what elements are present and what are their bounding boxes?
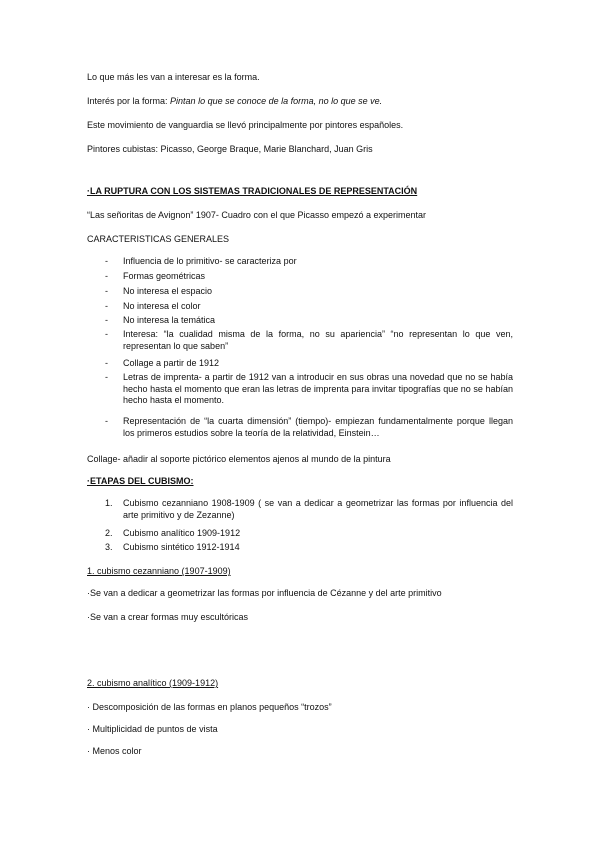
cezanniano-point: ·Se van a crear formas muy escultóricas <box>87 612 249 622</box>
analitico-point: · Menos color <box>87 746 142 756</box>
intro-paragraph-vanguardia: Este movimiento de vanguardia se llevó principalmente por pintores españoles. <box>87 120 404 130</box>
interes-label: Interés por la forma: <box>87 96 171 106</box>
etapa-number: 3. <box>105 542 113 552</box>
list-dash: - <box>105 358 108 368</box>
analitico-point: · Multiplicidad de puntos de vista <box>87 724 218 734</box>
list-dash: - <box>105 286 108 296</box>
intro-paragraph-interes <box>87 96 382 108</box>
list-dash: - <box>105 301 108 311</box>
list-item: No interesa el espacio <box>123 286 213 296</box>
analitico-point: · Descomposición de las formas en planos pequeños “trozos” <box>87 702 332 712</box>
etapa-item: Cubismo sintético 1912-1914 <box>123 542 240 552</box>
list-item: Influencia de lo primitivo- se caracteriza por <box>123 256 297 266</box>
caracteristicas-heading: CARACTERISTICAS GENERALES <box>87 234 230 244</box>
cezanniano-point: ·Se van a dedicar a geometrizar las formas por influencia de Cézanne y del arte primitivo <box>87 588 442 598</box>
cezanniano-heading: 1. cubismo cezanniano (1907-1909) <box>87 566 231 576</box>
list-dash: - <box>105 372 108 382</box>
list-item: Letras de imprenta- a partir de 1912 van a introducir en sus obras una novedad que no se había hecho hasta el momento que eran las letras de imprenta para invitar tipografías que no se habían hecho hasta el momento. <box>123 372 513 406</box>
list-dash: - <box>105 271 108 281</box>
list-item: Interesa: “la cualidad misma de la forma, no su apariencia” “no representan lo que ven, representan lo que saben” <box>123 329 513 351</box>
intro-paragraph-pintores: Pintores cubistas: Picasso, George Braque, Marie Blanchard, Juan Gris <box>87 144 373 154</box>
etapa-number: 2. <box>105 528 113 538</box>
interes-italic: Pintan lo que se conoce de la forma, no lo que se ve. <box>170 96 383 106</box>
etapa-number: 1. <box>105 498 113 508</box>
list-item: Representación de “la cuarta dimensión” (tiempo)- empiezan fundamentalmente porque llegan los primeros estudios sobre la teoría de la relatividad, Einstein… <box>123 416 513 438</box>
collage-paragraph: Collage- añadir al soporte pictórico elementos ajenos al mundo de la pintura <box>87 454 391 464</box>
etapa-item: Cubismo analítico 1909-1912 <box>123 528 241 538</box>
list-item: Formas geométricas <box>123 271 206 281</box>
etapas-heading: ·ETAPAS DEL CUBISMO: <box>87 476 194 486</box>
intro-paragraph-forma: Lo que más les van a interesar es la forma. <box>87 72 260 82</box>
analitico-heading: 2. cubismo analítico (1909-1912) <box>87 678 219 688</box>
avignon-paragraph: “Las señoritas de Avignon” 1907- Cuadro con el que Picasso empezó a experimentar <box>87 210 427 220</box>
list-item: No interesa el color <box>123 301 201 311</box>
list-item: Collage a partir de 1912 <box>123 358 220 368</box>
ruptura-heading: ·LA RUPTURA CON LOS SISTEMAS TRADICIONALES DE REPRESENTACIÓN <box>87 186 418 196</box>
list-dash: - <box>105 256 108 266</box>
etapa-item: Cubismo cezanniano 1908-1909 ( se van a dedicar a geometrizar las formas por influencia del arte primitivo y de Zezanne) <box>123 498 513 520</box>
list-dash: - <box>105 416 108 426</box>
list-dash: - <box>105 315 108 325</box>
list-item: No interesa la temática <box>123 315 216 325</box>
list-dash: - <box>105 329 108 339</box>
